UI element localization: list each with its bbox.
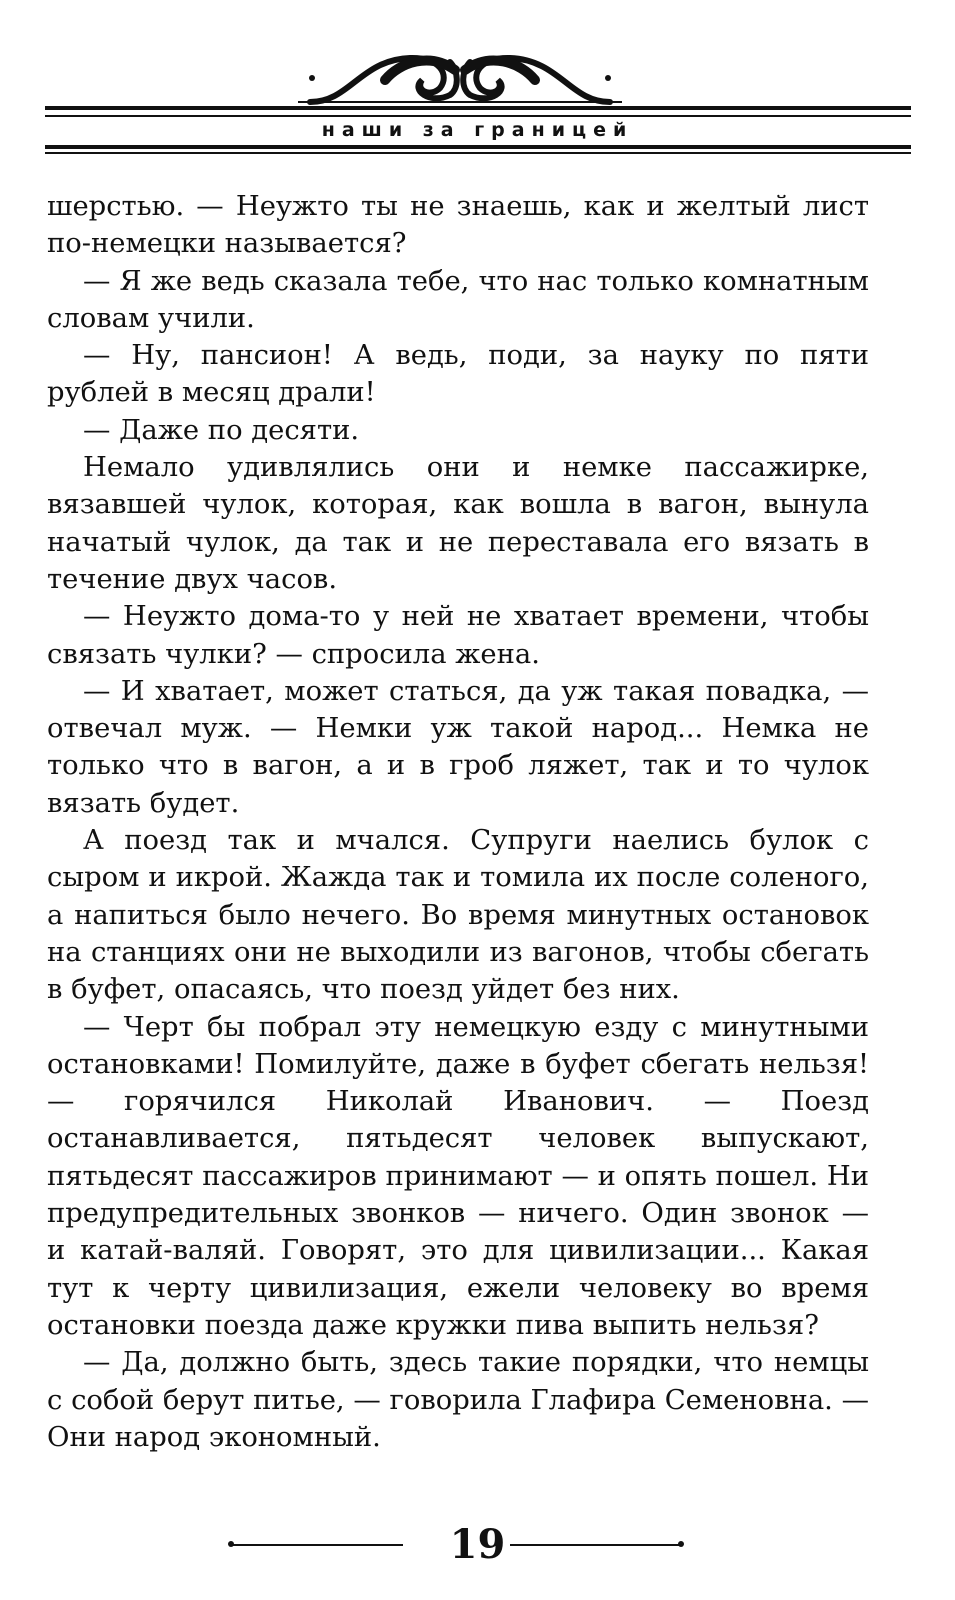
footer-rule-right [510,1544,680,1546]
header-rule-top [45,106,911,110]
paragraph: — Я же ведь сказала тебе, что нас только комнатным словам учили. [47,265,869,334]
paragraph: Немало удивлялись они и немке пассажирке, вязавшей чулок, которая, как вошла в вагон, вынула начатый чулок, да так и не переставала его вязать в течение двух часов. [47,452,869,595]
paragraph: А поезд так и мчался. Супруги наелись булок с сыром и икрой. Жажда так и томила их после соленого, а напиться было нечего. Во время минутных остановок на станциях они не выходили из вагонов, чтобы сбегать в буфет, опасаясь, что поезд уйдет без них. [47,825,869,1006]
paragraph: — Да, должно быть, здесь такие порядки, что немцы с собой берут питье, — говорила Глафира Семеновна. — Они народ экономный. [47,1347,869,1453]
header-ornament-icon [290,40,630,115]
paragraph: — Неужто дома-то у ней не хватает времени, чтобы связать чулки? — спросила жена. [47,601,869,670]
page-footer [0,1520,955,1570]
paragraph: — И хватает, может статься, да уж такая повадка, — отвечал муж. — Немки уж такой народ... Немка не только что в вагон, а и в гроб ляжет, так и то чулок вязать будет. [47,675,869,819]
page-number: 19 [449,1521,506,1568]
paragraph: — Даже по десяти. [83,414,360,446]
header-rule-bottom-thin [45,152,911,154]
footer-dot-right [678,1541,684,1547]
body-text [47,188,869,1456]
paragraph: — Черт бы побрал эту немецкую езду с минутными остановками! Помилуйте, даже в буфет сбегать нельзя! — горячился Николай Иванович. — Поезд останавливается, пятьдесят человек выпускают, пятьдесят пассажиров принимают — и опять пошел. Ни предупредительных звонков — ничего. Один звонок — и катай-валяй. Говорят, это для цивилизации... Какая тут к черту цивилизация, ежели человеку во время остановки поезда даже кружки пива выпить нельзя? [47,1011,869,1341]
running-head [0,117,955,143]
paragraph: — Ну, пансион! А ведь, поди, за науку по пяти рублей в месяц драли! [47,340,869,409]
paragraph: шерстью. — Неужто ты не знаешь, как и желтый лист по-немецки называется? [47,191,869,260]
header-rule-bottom [45,145,911,149]
running-head-text: наши за границей [312,119,644,141]
